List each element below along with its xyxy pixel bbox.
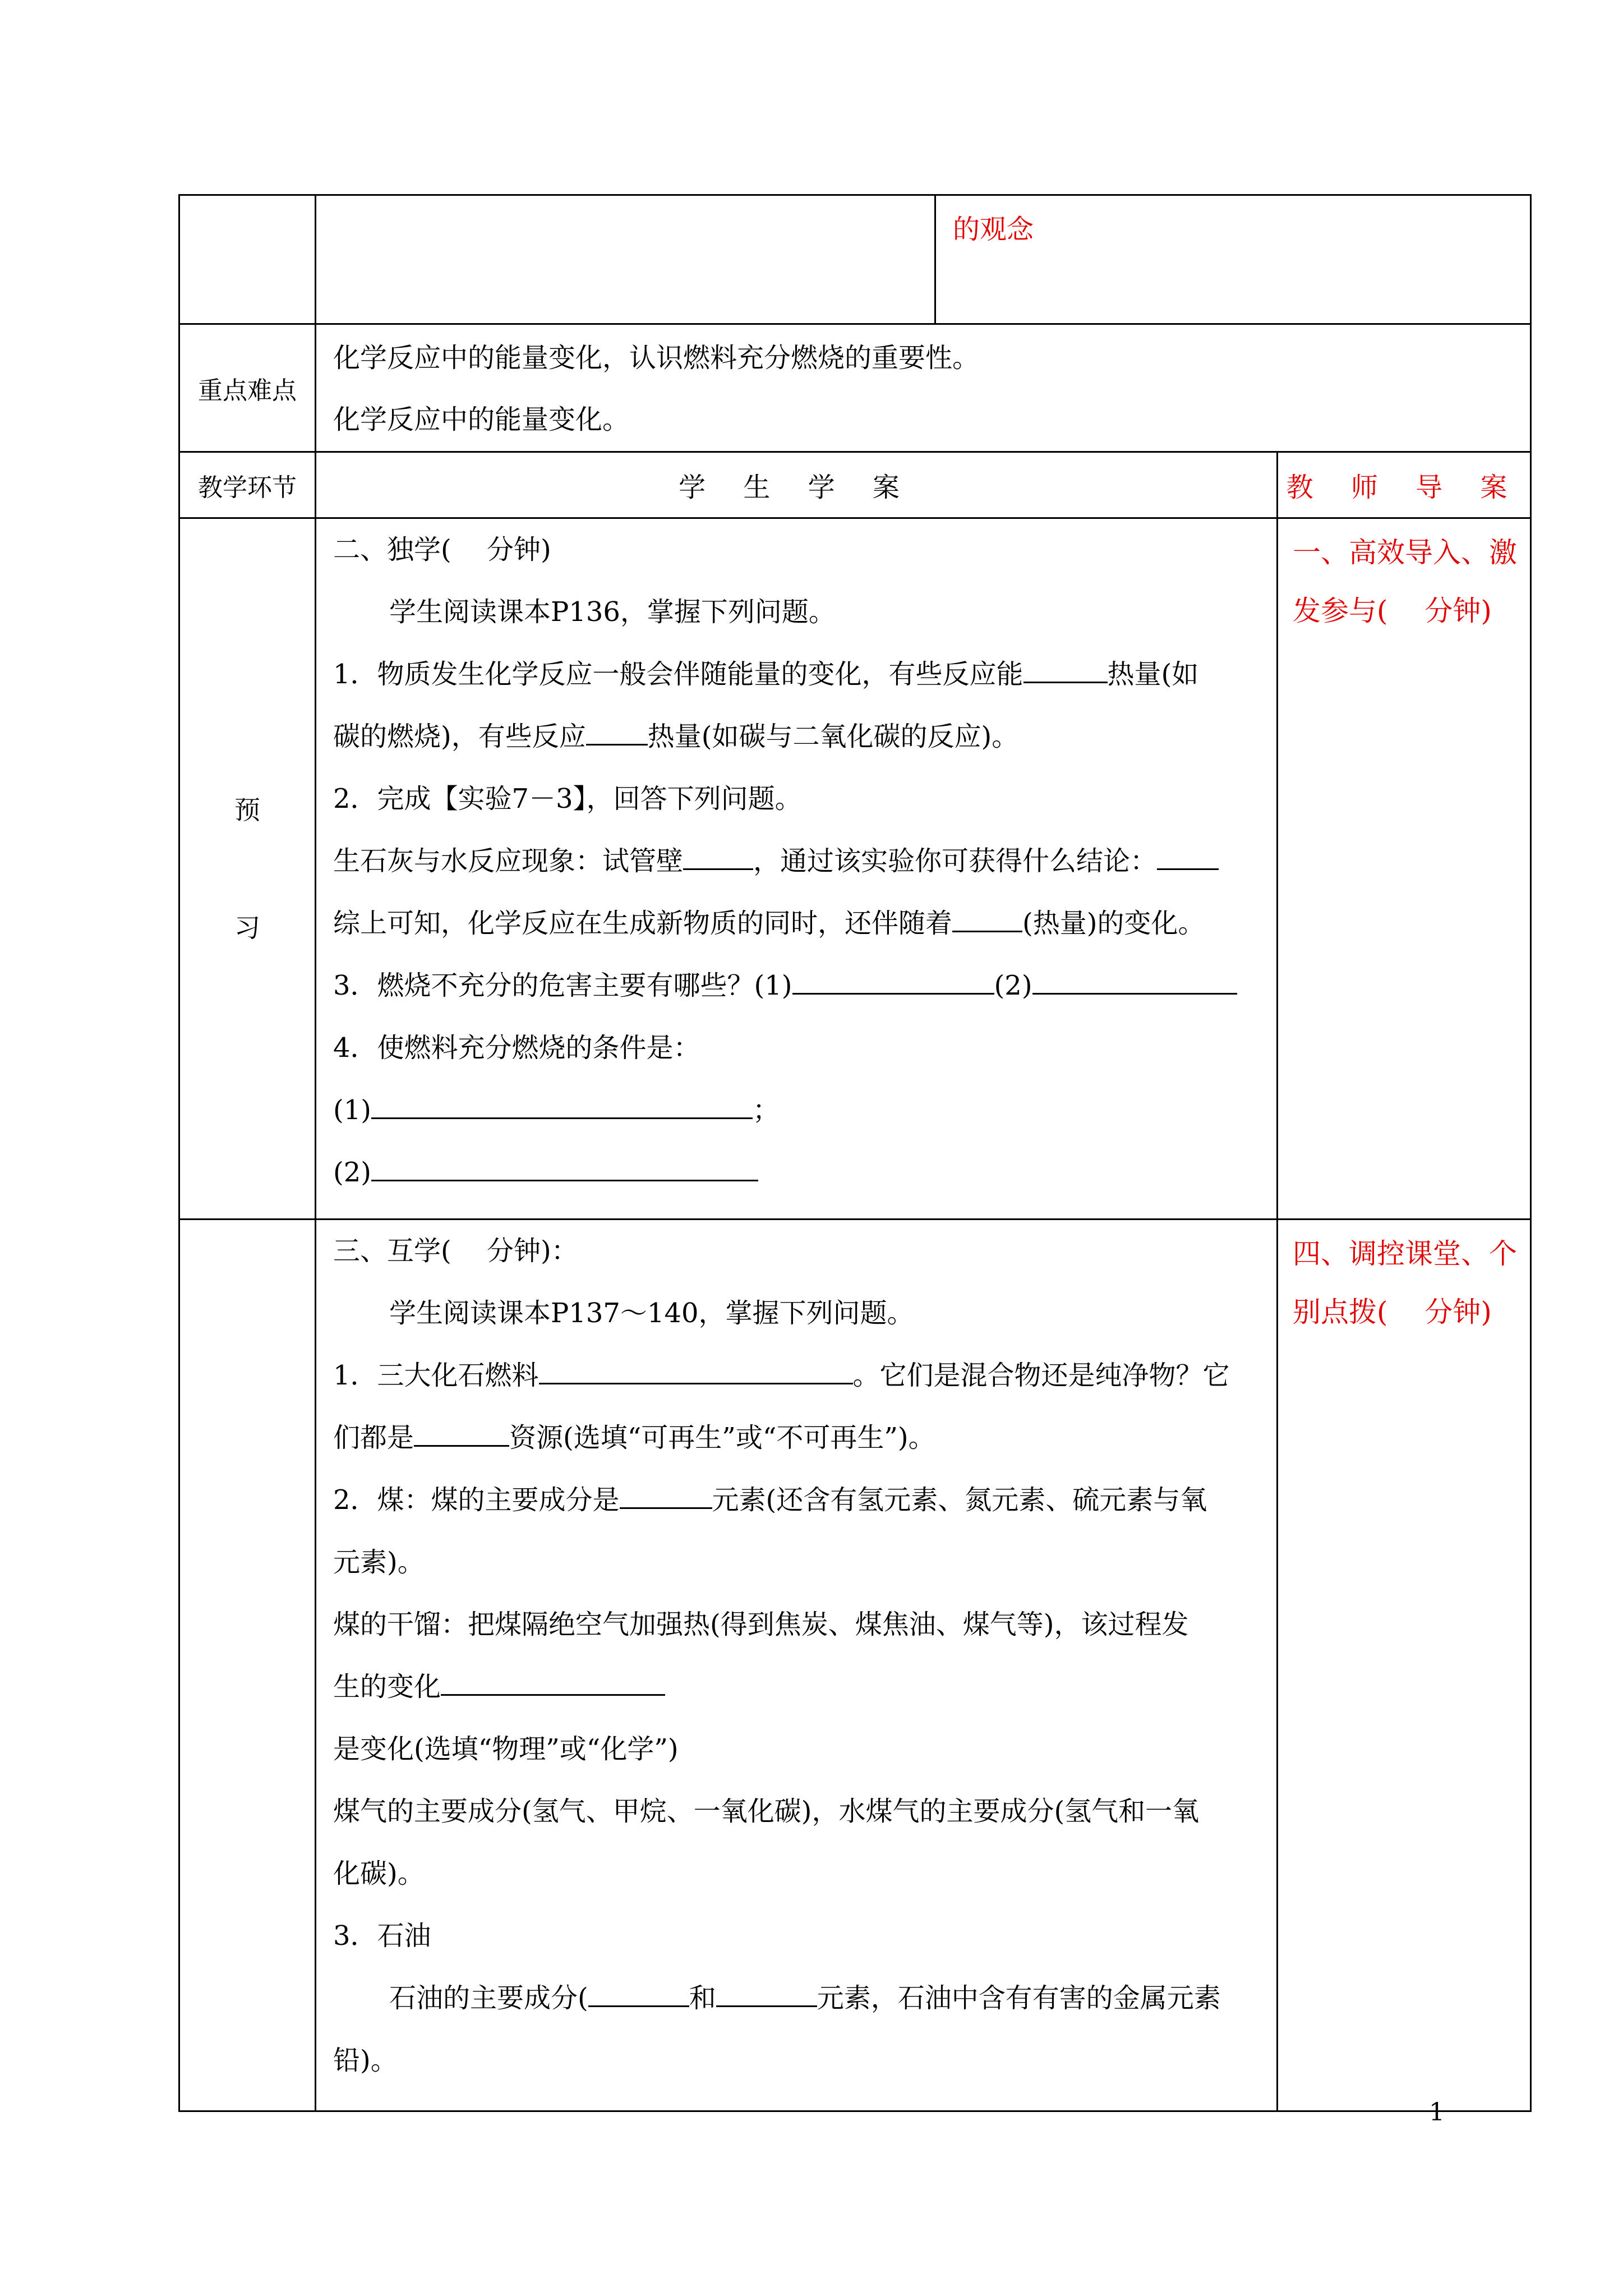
preview-q4-2-label: (2) xyxy=(333,1157,371,1188)
preview-q2-line2 xyxy=(333,892,1271,955)
mutual-q3: 3．石油 xyxy=(333,1920,431,1952)
mutual-q3-a: 石油的主要成分( xyxy=(389,1982,588,2014)
teacher-column-header: 教 师 导 案 xyxy=(1278,452,1531,518)
blank-field xyxy=(371,1157,758,1181)
preview-q2-d: (热量)的变化。 xyxy=(1022,908,1205,939)
preview-teacher-cell xyxy=(1278,518,1531,1220)
preview-row xyxy=(179,518,1531,1220)
key-points-row xyxy=(179,324,1531,452)
top-row-right-cell xyxy=(935,195,1531,324)
concept-text: 的观念 xyxy=(953,214,1034,245)
preview-q1-d: 热量(如碳与二氧化碳的反应)。 xyxy=(647,721,1019,752)
blank-field xyxy=(414,1423,509,1447)
mutual-q2-line6: 煤气的主要成分(氢气、甲烷、一氧化碳)，水煤气的主要成分(氢气和一氧 xyxy=(333,1796,1200,1827)
preview-q1-b: 热量(如 xyxy=(1107,659,1199,690)
mutual-q2-a: 2．煤：煤的主要成分是 xyxy=(333,1484,620,1516)
key-point-line-2: 化学反应中的能量变化。 xyxy=(333,404,630,435)
preview-teacher-note: 一、高效导入、激发参与( 分钟) xyxy=(1293,536,1517,627)
blank-field xyxy=(1032,970,1237,995)
blank-field xyxy=(588,1983,689,2007)
preview-q1-a: 1．物质发生化学反应一般会伴随能量的变化，有些反应能 xyxy=(333,659,1023,690)
mutual-title: 三、互学( 分钟)： xyxy=(333,1235,578,1267)
preview-content xyxy=(316,518,1278,1220)
mutual-q2-line5: 是变化(选填“物理”或“化学”) xyxy=(333,1733,679,1765)
top-row-middle-cell xyxy=(316,195,935,324)
preview-side-label xyxy=(179,518,316,1220)
preview-intro: 学生阅读课本P136，掌握下列问题。 xyxy=(389,596,836,628)
blank-field xyxy=(716,1983,817,2007)
blank-field xyxy=(1157,846,1219,870)
blank-field xyxy=(441,1672,665,1696)
mutual-q1-b: 。它们是混合物还是纯净物？它 xyxy=(852,1360,1230,1391)
blank-field xyxy=(586,721,648,746)
key-points-content xyxy=(316,324,1531,452)
preview-label-1: 预 xyxy=(234,794,260,825)
blank-field xyxy=(1023,659,1108,683)
mutual-row xyxy=(179,1220,1531,2111)
preview-q4-1-end: ； xyxy=(753,1094,780,1126)
preview-q2-b: ，通过该实验你可获得什么结论： xyxy=(753,845,1158,877)
preview-q3-b: (2) xyxy=(994,970,1032,1001)
mutual-q1-line2 xyxy=(333,1407,1271,1469)
preview-q4-1-label: (1) xyxy=(333,1094,371,1126)
blank-field xyxy=(792,970,994,995)
preview-q1-line2 xyxy=(333,706,1271,768)
blank-field xyxy=(952,908,1022,932)
preview-q1-line1 xyxy=(333,643,1271,706)
page-number: 1 xyxy=(1429,2098,1445,2127)
lesson-plan-table xyxy=(178,194,1532,2112)
preview-title: 二、独学( 分钟) xyxy=(333,534,551,565)
preview-q2-a: 生石灰与水反应现象：试管壁 xyxy=(333,845,684,877)
top-row-label-cell xyxy=(179,195,316,324)
mutual-q2-line3: 煤的干馏：把煤隔绝空气加强热(得到焦炭、煤焦油、煤气等)，该过程发 xyxy=(333,1609,1189,1640)
blank-field xyxy=(371,1095,753,1119)
preview-label-2: 习 xyxy=(234,912,260,943)
preview-q2-line1 xyxy=(333,830,1271,892)
mutual-q2-e: 生的变化 xyxy=(333,1671,441,1703)
mutual-q3-line1 xyxy=(333,1967,1271,2030)
preview-q4: 4．使燃料充分燃烧的条件是： xyxy=(333,1032,700,1064)
mutual-q2-line2: 元素)。 xyxy=(333,1547,425,1578)
mutual-side-label xyxy=(179,1220,316,2111)
mutual-teacher-note: 四、调控课堂、个别点拨( 分钟) xyxy=(1293,1237,1517,1328)
mutual-q2-line7: 化碳)。 xyxy=(333,1858,425,1889)
preview-q3-a: 3．燃烧不充分的危害主要有哪些？(1) xyxy=(333,970,792,1001)
preview-q3 xyxy=(333,955,1271,1017)
mutual-q2-line1 xyxy=(333,1469,1271,1531)
mutual-q1-c: 们都是 xyxy=(333,1422,414,1453)
blank-field xyxy=(620,1485,712,1509)
blank-field xyxy=(539,1360,853,1384)
mutual-q1-a: 1．三大化石燃料 xyxy=(333,1360,539,1391)
mutual-teacher-cell xyxy=(1278,1220,1531,2111)
preview-q2-c: 综上可知，化学反应在生成新物质的同时，还伴随着 xyxy=(333,908,953,939)
mutual-q3-line2: 铅)。 xyxy=(333,2045,398,2076)
mutual-q2-line4 xyxy=(333,1656,1271,1718)
section-label-header: 教学环节 xyxy=(179,452,316,518)
key-point-line-1: 化学反应中的能量变化，认识燃料充分燃烧的重要性。 xyxy=(333,342,980,374)
blank-field xyxy=(683,846,753,870)
mutual-q3-b: 和 xyxy=(689,1982,716,2014)
preview-q4-1 xyxy=(333,1079,1271,1142)
preview-q4-2 xyxy=(333,1142,1271,1204)
top-row xyxy=(179,195,1531,324)
mutual-content xyxy=(316,1220,1278,2111)
key-points-label: 重点难点 xyxy=(179,324,316,452)
mutual-q2-b: 元素(还含有氢元素、氮元素、硫元素与氧 xyxy=(712,1484,1207,1516)
mutual-q1-line1 xyxy=(333,1345,1271,1407)
mutual-q1-d: 资源(选填“可再生”或“不可再生”)。 xyxy=(509,1422,935,1453)
mutual-intro: 学生阅读课本P137～140，掌握下列问题。 xyxy=(389,1297,914,1329)
preview-q2: 2．完成【实验7－3】，回答下列问题。 xyxy=(333,783,802,815)
preview-q1-c: 碳的燃烧)，有些反应 xyxy=(333,721,586,752)
header-row xyxy=(179,452,1531,518)
mutual-q3-c: 元素，石油中含有有害的金属元素 xyxy=(817,1982,1221,2014)
student-column-header: 学 生 学 案 xyxy=(316,452,1278,518)
